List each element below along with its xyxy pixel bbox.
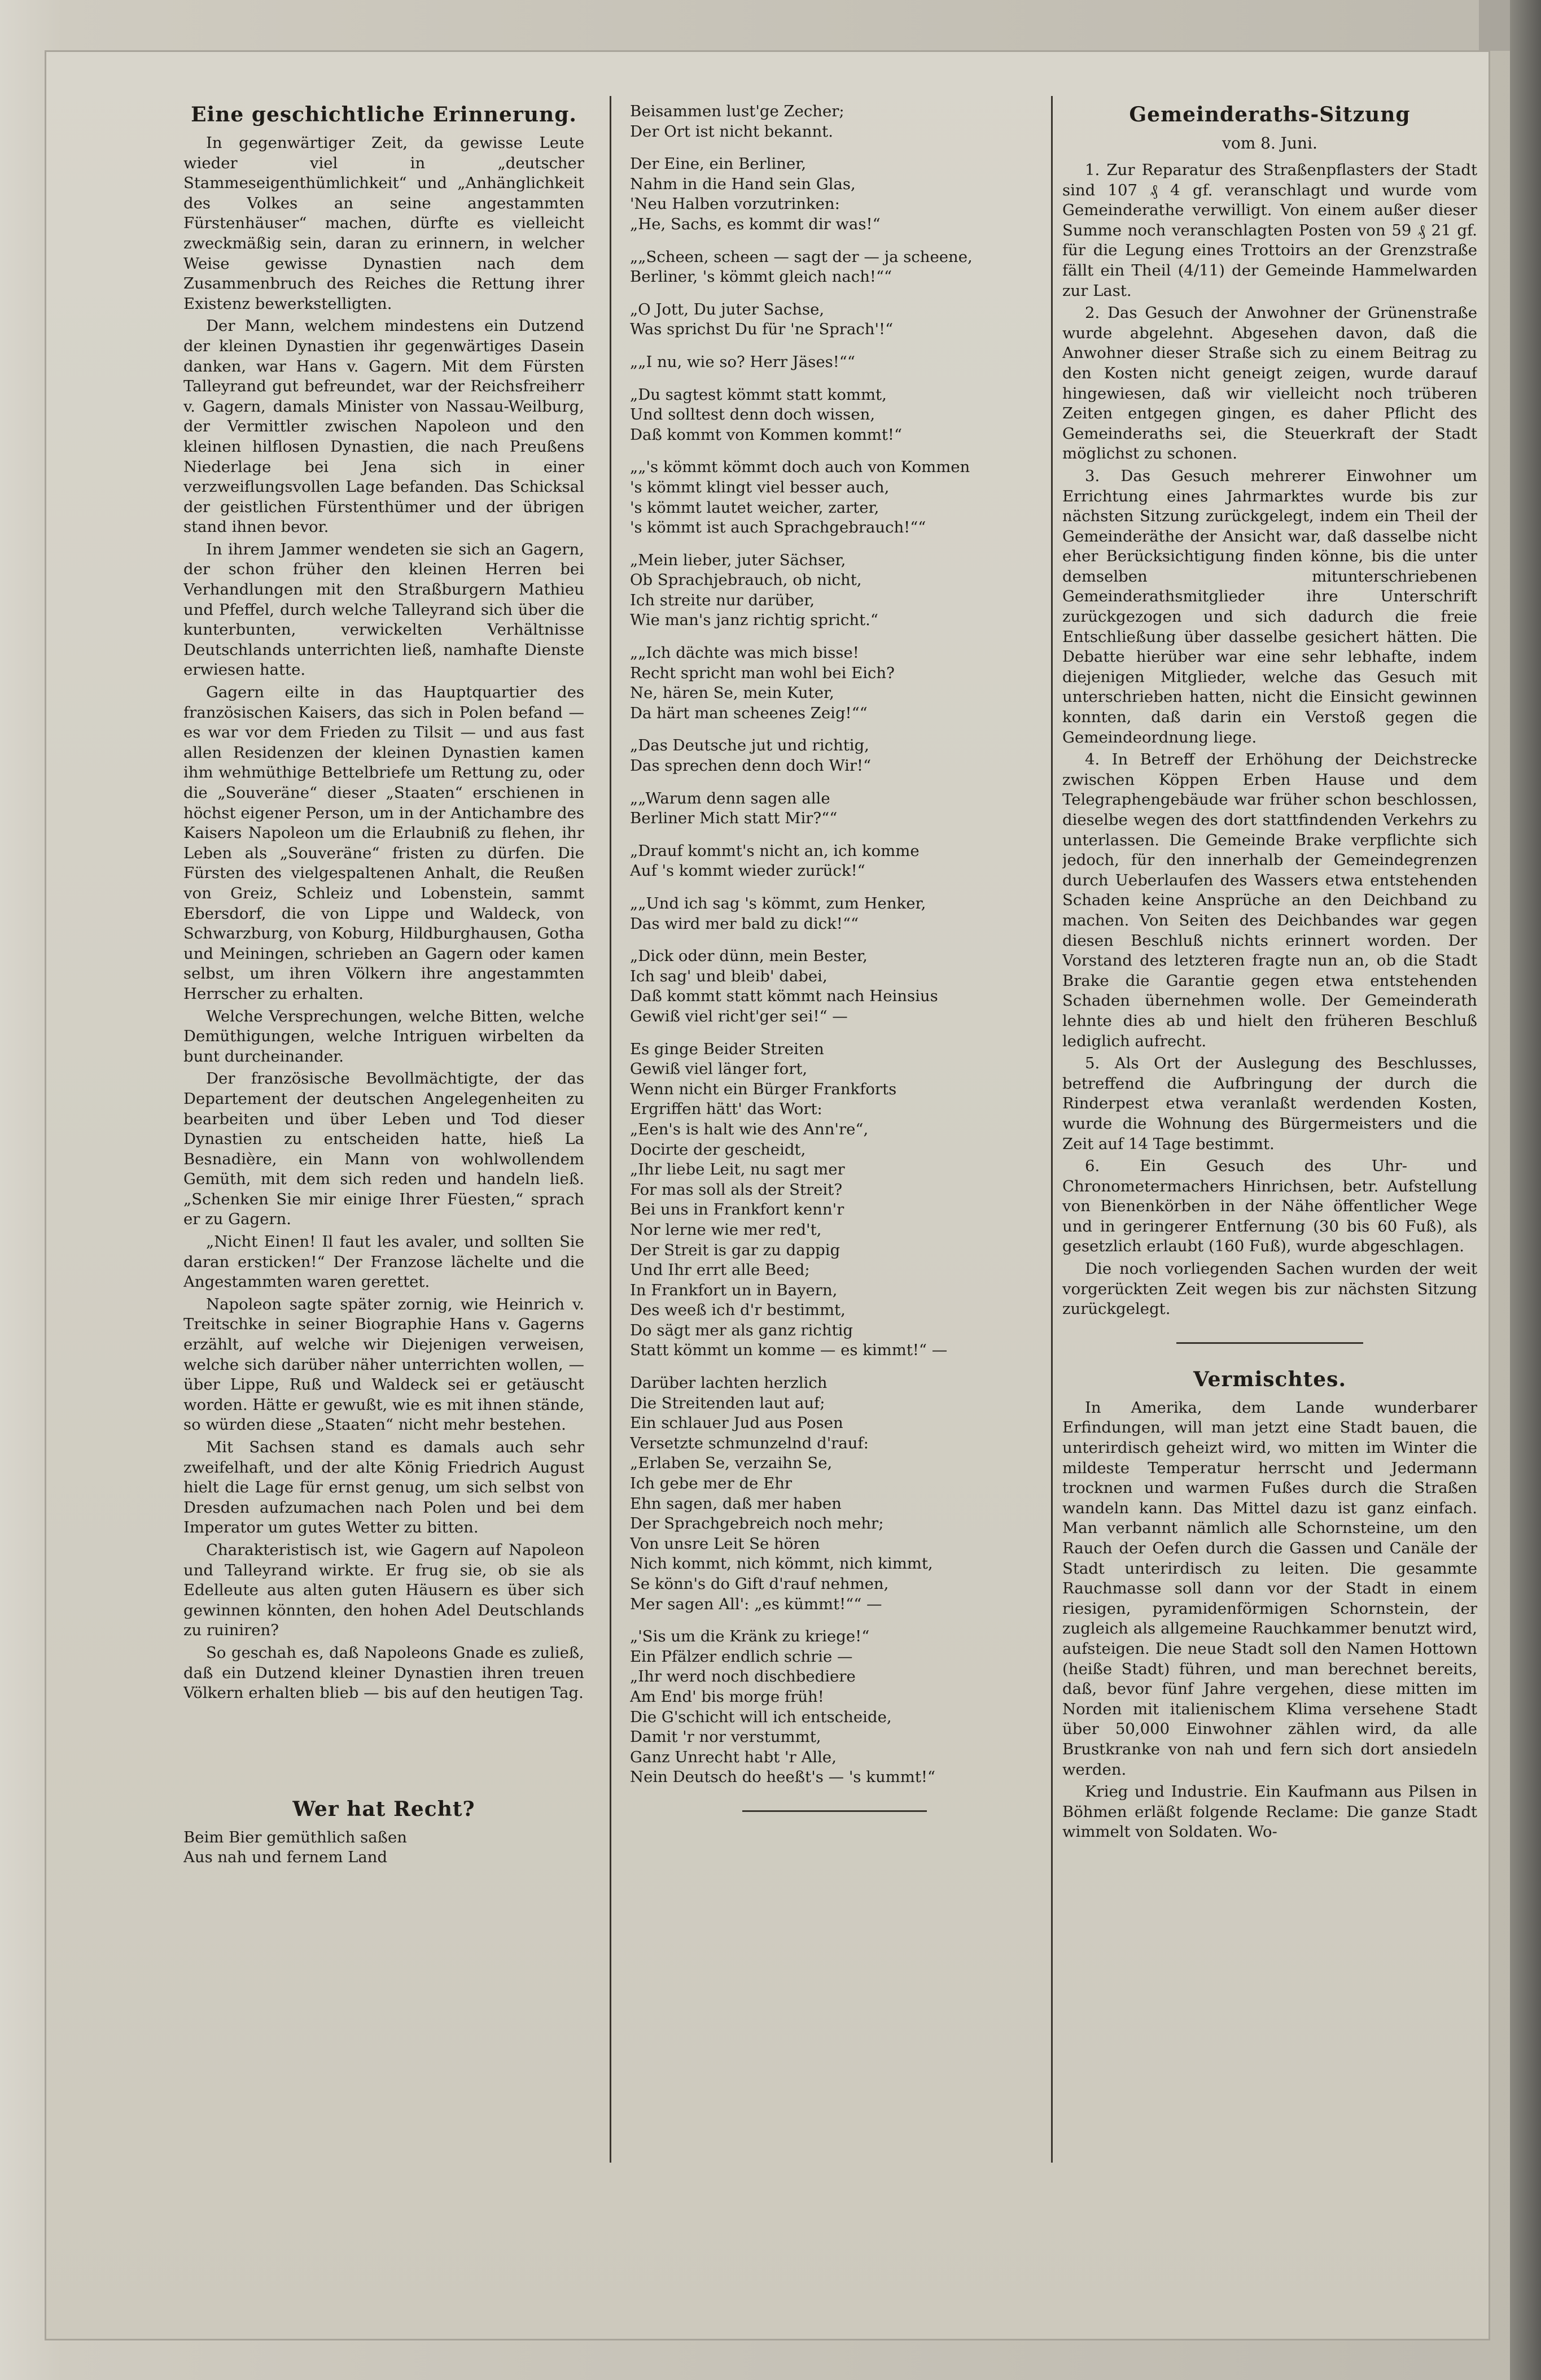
poem-line: Se könn's do Gift d'rauf nehmen,	[630, 1575, 889, 1593]
poem-stanza	[630, 1373, 1039, 1614]
article-paragraph: 3. Das Gesuch mehrerer Einwohner um Errichtung eines Jahrmarktes wurde bis zur nächsten Sitzung zurückgelegt, indem ein Theil der Gemeinderäthe der Ansicht war, daß dasselbe nicht eher Berücksichtigung finden könne, bis die unter demselben mitunterschriebenen Gemeinderathsmitglieder ihre Unterschrift zurückgezogen und sich dadurch die freie Entschließung über dasselbe gesichert hätten. Die Debatte hierüber war eine sehr lebhafte, indem diejenigen Mitglieder, welche das Gesuch mit unterschrieben hatten, nicht die Einsicht gewinnen konnten, daß darin ein Verstoß gegen die Gemeindeordnung liege.	[1062, 466, 1477, 746]
article-paragraph: Charakteristisch ist, wie Gagern auf Napoleon und Talleyrand wirkte. Er frug sie, ob sie als Edelleute aus alten guten Häusern es über sich gewinnen könnten, den hohen Adel Deutschlands zu ruiniren?	[183, 1540, 584, 1640]
poem-line: „„Scheen, scheen — sagt der — ja scheene,	[630, 247, 973, 266]
poem-line: Das sprechen denn doch Wir!“	[630, 757, 872, 775]
poem-stanza	[630, 1040, 1039, 1361]
poem-stanza	[630, 154, 1039, 234]
poem-line: 's kömmt klingt viel besser auch,	[630, 478, 890, 496]
poem-line: „Drauf kommt's nicht an, ich komme	[630, 841, 920, 860]
poem-line: Die Streitenden laut auf;	[630, 1394, 825, 1412]
section-title: Vermischtes.	[1193, 1367, 1346, 1391]
poem-line: Aus nah und fernem Land	[183, 1848, 388, 1867]
article-subtitle: vom 8. Juni.	[1222, 134, 1317, 152]
poem-line: Ein schlauer Jud aus Posen	[630, 1414, 843, 1433]
poem-line: „Erlaben Se, verzaihn Se,	[630, 1454, 833, 1473]
poem-line: Gewiß viel länger fort,	[630, 1060, 808, 1078]
poem-line: Nich kommt, nich kömmt, nich kimmt,	[630, 1554, 933, 1573]
poem-line: Do sägt mer als ganz richtig	[630, 1321, 853, 1339]
poem-stanza	[630, 946, 1039, 1027]
poem-line: Berliner Mich statt Mir?““	[630, 809, 838, 828]
poem-stanza	[630, 894, 1039, 934]
poem-line: Mer sagen All': „es kümmt!““ —	[630, 1595, 882, 1613]
article-paragraph: In ihrem Jammer wendeten sie sich an Gagern, der schon früher den kleinen Herren bei Verhandlungen mit den Straßburgern Mathieu und Pfeffel, durch welche Talleyrand sich über die kunterbunten, verwickelten Verhältnisse Deutschlands unterrichten ließ, namhafte Dienste erwiesen hatte.	[183, 540, 584, 679]
poem-line: Berliner, 's kömmt gleich nach!““	[630, 268, 892, 286]
poem-stanza	[183, 1828, 584, 1868]
poem-line: Des weeß ich d'r bestimmt,	[630, 1301, 846, 1320]
poem-line: Ne, hären Se, mein Kuter,	[630, 684, 834, 702]
poem-line: „Dick oder dünn, mein Bester,	[630, 947, 868, 966]
article-paragraph: Napoleon sagte später zornig, wie Heinrich v. Treitschke in seiner Biographie Hans v. Gagerns erzählt, auf welche wir Diejenigen verweisen, welche sich darüber näher unterrichten wollen, — über Lippe, Ruß und Waldeck sei er getäuscht worden. Hätte er gewußt, wie es mit ihnen stände, so würden diese „Staaten“ nicht mehr bestehen.	[183, 1295, 584, 1434]
poem-line: „„'s kömmt kömmt doch auch von Kommen	[630, 458, 970, 477]
poem-line: Am End' bis morge früh!	[630, 1687, 824, 1706]
poem-line: „Du sagtest kömmt statt kommt,	[630, 385, 887, 404]
poem-line: „„Ich dächte was mich bisse!	[630, 644, 859, 662]
poem-line: Der Streit is gar zu dappig	[630, 1241, 840, 1259]
article-title: Gemeinderaths-Sitzung	[1129, 103, 1411, 126]
poem-line: Und Ihr errt alle Beed;	[630, 1261, 810, 1279]
poem-line: Von unsre Leit Se hören	[630, 1534, 820, 1553]
poem-line: Ganz Unrecht habt 'r Alle,	[630, 1748, 837, 1766]
poem-stanza	[630, 102, 1039, 142]
poem-line: Ein Pfälzer endlich schrie —	[630, 1647, 853, 1666]
poem-line: „Ihr werd noch dischbediere	[630, 1667, 856, 1686]
poem-line: Der Sprachgebreich noch mehr;	[630, 1514, 884, 1533]
article-paragraph: 6. Ein Gesuch des Uhr- und Chronometermachers Hinrichsen, betr. Aufstellung von Bienenkörben in der Nähe öffentlicher Wege und in geringerer Entfernung (30 bis 60 Fuß), als gesetzlich erlaubt (160 Fuß), wurde abgeschlagen.	[1062, 1157, 1477, 1256]
article-paragraph: In gegenwärtiger Zeit, da gewisse Leute wieder viel in „deutscher Stammeseigenthümlichkeit“ und „Anhänglichkeit des Volkes an seine angestammten Fürstenhäuser“ machen, dürfte es vielleicht zweckmäßig sein, daran zu erinnern, in welcher Weise gewisse Dynastien nach dem Zusammenbruch des Reiches die Rettung ihrer Existenz bewerkstelligten.	[183, 134, 584, 313]
spacer	[183, 1706, 584, 1796]
poem-title: Wer hat Recht?	[292, 1797, 475, 1821]
article-paragraph: Mit Sachsen stand es damals auch sehr zweifelhaft, und der alte König Friedrich August hielt die Lage für ernst genug, um sich selbst von Dresden aufzumachen nach Polen und bei dem Imperator um gutes Wetter zu bitten.	[183, 1438, 584, 1537]
column-right	[1062, 102, 1477, 2157]
poem-line: Beim Bier gemüthlich saßen	[183, 1828, 407, 1846]
poem-line: Ich sag' und bleib' dabei,	[630, 967, 828, 985]
poem-line: Ob Sprachjebrauch, ob nicht,	[630, 571, 862, 589]
poem-line: Ich streite nur darüber,	[630, 591, 815, 609]
article-paragraph: In Amerika, dem Lande wunderbarer Erfindungen, will man jetzt eine Stadt bauen, die unterirdisch geheizt wird, wo mitten im Winter die mildeste Temperatur herrscht und Jedermann trocknen und warmen Fußes durch die Straßen wandeln kann. Das Mittel dazu ist ganz einfach. Man verbannt nämlich alle Schornsteine, um den Rauch der Oefen durch die Gassen und Canäle der Stadt unterirdisch zu leiten. Die gesammte Rauchmasse soll dann vor der Stadt in einem riesigen, pyramidenförmigen Schornstein, der zugleich als allgemeine Rauchkammer benutzt wird, aufsteigen. Die neue Stadt soll den Namen Hottown (heiße Stadt) führen, und man berechnet bereits, daß, bevor fünf Jahre vergehen, diese mitten im Norden mit italienischem Klima versehene Stadt über 50,000 Einwohner zählen wird, da alle Brustkranke von nah und fern sich dort ansiedeln werden.	[1062, 1398, 1477, 1779]
poem-line: „„Und ich sag 's kömmt, zum Henker,	[630, 894, 926, 912]
poem-line: Der Ort ist nicht bekannt.	[630, 122, 833, 141]
poem-line: Statt kömmt un komme — es kimmt!“ —	[630, 1341, 948, 1360]
article-paragraph: 5. Als Ort der Auslegung des Beschlusses, betreffend die Aufbringung der durch die Rinderpest etwa veranlaßt werdenden Kosten, wurde die Wohnung des Bürgermeisters und die Zeit auf 14 Tage bestimmt.	[1062, 1054, 1477, 1153]
poem-line: „Een's is halt wie des Ann're“,	[630, 1120, 869, 1138]
poem-line: Ehn sagen, daß mer haben	[630, 1494, 842, 1513]
poem-line: Was sprichst Du für 'ne Sprach'!“	[630, 320, 894, 339]
column-left	[183, 102, 584, 2157]
poem-line: Es ginge Beider Streiten	[630, 1040, 824, 1058]
poem-stanza	[630, 551, 1039, 631]
poem-line: Beisammen lust'ge Zecher;	[630, 102, 844, 120]
column-rule-2	[1051, 96, 1053, 2163]
article-paragraph: 4. In Betreff der Erhöhung der Deichstrecke zwischen Köppen Erben Hause und dem Telegraphengebäude war früher schon beschlossen, dieselbe wegen des dort stattfindenden Verkehrs zu unterlassen. Die Gemeinde Brake verpflichte sich jedoch, für den innerhalb der Gemeindegrenzen durch Ueberlaufen des Wassers etwa entstehenden Schaden keine Ansprüche an den Deichband zu machen. Von Seiten des Deichbandes war gegen diesen Beschluß nichts erinnert worden. Der Vorstand des letzteren fragte nun an, ob die Stadt Brake die Garantie gegen etwa entstehenden Schaden übernehmen wolle. Der Gemeinderath lehnte dies ab und hielt den früheren Beschluß lediglich aufrecht.	[1062, 750, 1477, 1050]
poem-line: „„Warum denn sagen alle	[630, 789, 830, 807]
poem-line: Das wird mer bald zu dick!““	[630, 914, 859, 933]
poem-line: „'Sis um die Kränk zu kriege!“	[630, 1627, 870, 1646]
article-paragraph: Der Mann, welchem mindestens ein Dutzend der kleinen Dynastien ihr gegenwärtiges Dasein danken, war Hans v. Gagern. Mit dem Fürsten Talleyrand gut befreundet, war der Reichsfreiherr v. Gagern, damals Minister von Nassau-Weilburg, der Vermittler zwischen Napoleon und den kleinen hilflosen Dynastien, die nach Preußens Niederlage bei Jena sich in einer verzweiflungsvollen Lage befanden. Das Schicksal der geistlichen Fürstenthümer und der übrigen stand ihnen bevor.	[183, 317, 584, 536]
article-paragraph: Der französische Bevollmächtigte, der das Departement der deutschen Angelegenheiten zu bearbeiten und über Leben und Tod dieser Dynastien zu entscheiden hatte, hieß La Besnadière, ein Mann von wohlwollendem Gemüth, mit dem sich reden und handeln ließ. „Schenken Sie mir einige Ihrer Füesten,“ sprach er zu Gagern.	[183, 1069, 584, 1229]
poem-line: Wenn nicht ein Bürger Frankforts	[630, 1080, 897, 1098]
poem-stanza	[630, 841, 1039, 881]
poem-line: Da härt man scheenes Zeig!““	[630, 704, 868, 722]
poem-line: „Ihr liebe Leit, nu sagt mer	[630, 1160, 845, 1179]
column-middle	[630, 102, 1039, 2157]
poem-line: „Das Deutsche jut und richtig,	[630, 736, 869, 755]
poem-stanza	[630, 300, 1039, 340]
poem-line: Ich gebe mer de Ehr	[630, 1474, 793, 1493]
article-paragraph: Krieg und Industrie. Ein Kaufmann aus Pilsen in Böhmen erläßt folgende Reclame: Die ganze Stadt wimmelt von Soldaten. Wo-	[1062, 1783, 1477, 1841]
poem-line: Docirte der gescheidt,	[630, 1140, 806, 1159]
poem-line: 's kömmt ist auch Sprachgebrauch!““	[630, 518, 926, 537]
poem-line: „He, Sachs, es kommt dir was!“	[630, 215, 881, 233]
poem-stanza	[630, 643, 1039, 723]
section-divider	[1176, 1342, 1363, 1344]
article-paragraph: Die noch vorliegenden Sachen wurden der weit vorgerückten Zeit wegen bis zur nächsten Sitzung zurückgelegt.	[1062, 1260, 1477, 1318]
scan-edge	[1510, 0, 1541, 2380]
poem-line: „Mein lieber, juter Sächser,	[630, 551, 846, 569]
poem-line: Damit 'r nor verstummt,	[630, 1728, 821, 1746]
poem-line: Gewiß viel richt'ger sei!“ —	[630, 1007, 848, 1025]
poem-line: Daß kommt von Kommen kommt!“	[630, 425, 903, 444]
poem-line: Recht spricht man wohl bei Eich?	[630, 663, 895, 682]
poem-line: In Frankfort un in Bayern,	[630, 1281, 838, 1299]
poem-line: 'Neu Halben vorzutrinken:	[630, 195, 840, 213]
poem-line: Daß kommt statt kömmt nach Heinsius	[630, 987, 938, 1006]
poem-line: Nahm in die Hand sein Glas,	[630, 174, 856, 193]
column-rule-1	[610, 96, 611, 2163]
article-paragraph: So geschah es, daß Napoleons Gnade es zuließ, daß ein Dutzend kleiner Dynastien ihren treuen Völkern erhalten blieb — bis auf den heutigen Tag.	[183, 1643, 584, 1702]
poem-end-divider	[742, 1810, 926, 1812]
article-paragraph: Welche Versprechungen, welche Bitten, welche Demüthigungen, welche Intriguen wirbelten da bunt durcheinander.	[183, 1007, 584, 1065]
poem-stanza	[630, 736, 1039, 776]
poem-line: Bei uns in Frankfort kenn'r	[630, 1200, 844, 1219]
article-paragraph: Gagern eilte in das Hauptquartier des französischen Kaisers, das sich in Polen befand — es war vor dem Frieden zu Tilsit — und aus fast allen Residenzen der kleinen Dynastien kamen ihm wehmüthige Bettelbriefe um Rettung zu, oder die „Souveräne“ dieser „Staaten“ erschienen in höchst eigener Person, um in der Antichambre des Kaisers Napoleon um die Erlaubniß zu flehen, ihr Leben als „Souveräne“ fristen zu dürfen. Die Fürsten des vielgespaltenen Anhalt, die Reußen von Greiz, Schleiz und Lobenstein, sammt Ebersdorf, die von Lippe und Waldeck, von Schwarzburg, von Koburg, Hildburghausen, Gotha und Meiningen, schrieben an Gagern oder kamen selbst, um ihren Völkern ihre angestammten Herrscher zu erhalten.	[183, 683, 584, 1003]
poem-line: Nor lerne wie mer red't,	[630, 1220, 822, 1239]
poem-stanza	[630, 385, 1039, 446]
poem-line: Und solltest denn doch wissen,	[630, 405, 875, 424]
article-paragraph: 2. Das Gesuch der Anwohner der Grünenstraße wurde abgelehnt. Abgesehen davon, daß die Anwohner dieser Straße sich zu einem Beitrag zu den Kosten nicht geneigt zeigen, wurde darauf hingewiesen, daß wir vielleicht noch trüberen Zeiten entgegen gingen, es daher Pflicht des Gemeinderaths sei, die Steuerkraft der Stadt möglichst zu schonen.	[1062, 304, 1477, 463]
poem-line: For mas soll als der Streit?	[630, 1180, 843, 1199]
poem-line: Der Eine, ein Berliner,	[630, 155, 807, 173]
poem-line: Versetzte schmunzelnd d'rauf:	[630, 1434, 869, 1452]
poem-stanza	[630, 1627, 1039, 1788]
poem-stanza	[630, 457, 1039, 538]
poem-line: Ergriffen hätt' das Wort:	[630, 1100, 822, 1119]
poem-line: Nein Deutsch do heeßt's — 's kummt!“	[630, 1768, 935, 1787]
poem-stanza	[630, 352, 1039, 373]
poem-stanza	[630, 247, 1039, 287]
poem-line: „O Jott, Du juter Sachse,	[630, 300, 825, 318]
article-paragraph: 1. Zur Reparatur des Straßenpflasters der Stadt sind 107 ₰ 4 gf. veranschlagt und wurde vom Gemeinderathe verwilligt. Von einem außer dieser Summe noch veranschlagten Posten von 59 ₰ 21 gf. für die Legung eines Trottoirs an der Grenzstraße fällt ein Theil (4/11) der Gemeinde Hammelwarden zur Last.	[1062, 161, 1477, 300]
poem-line: Darüber lachten herzlich	[630, 1374, 828, 1392]
poem-line: Auf 's kommt wieder zurück!“	[630, 862, 865, 880]
poem-line: „„I nu, wie so? Herr Jäses!““	[630, 352, 855, 371]
poem-line: Die G'schicht will ich entscheide,	[630, 1708, 892, 1726]
poem-line: 's kömmt lautet weicher, zarter,	[630, 498, 879, 517]
poem-line: Wie man's janz richtig spricht.“	[630, 611, 878, 630]
poem-stanza	[630, 789, 1039, 829]
article-title: Eine geschichtliche Erinnerung.	[191, 103, 577, 126]
article-paragraph: „Nicht Einen! Il faut les avaler, und sollten Sie daran ersticken!“ Der Franzose lächelte und die Angestammten waren gerettet.	[183, 1233, 584, 1291]
